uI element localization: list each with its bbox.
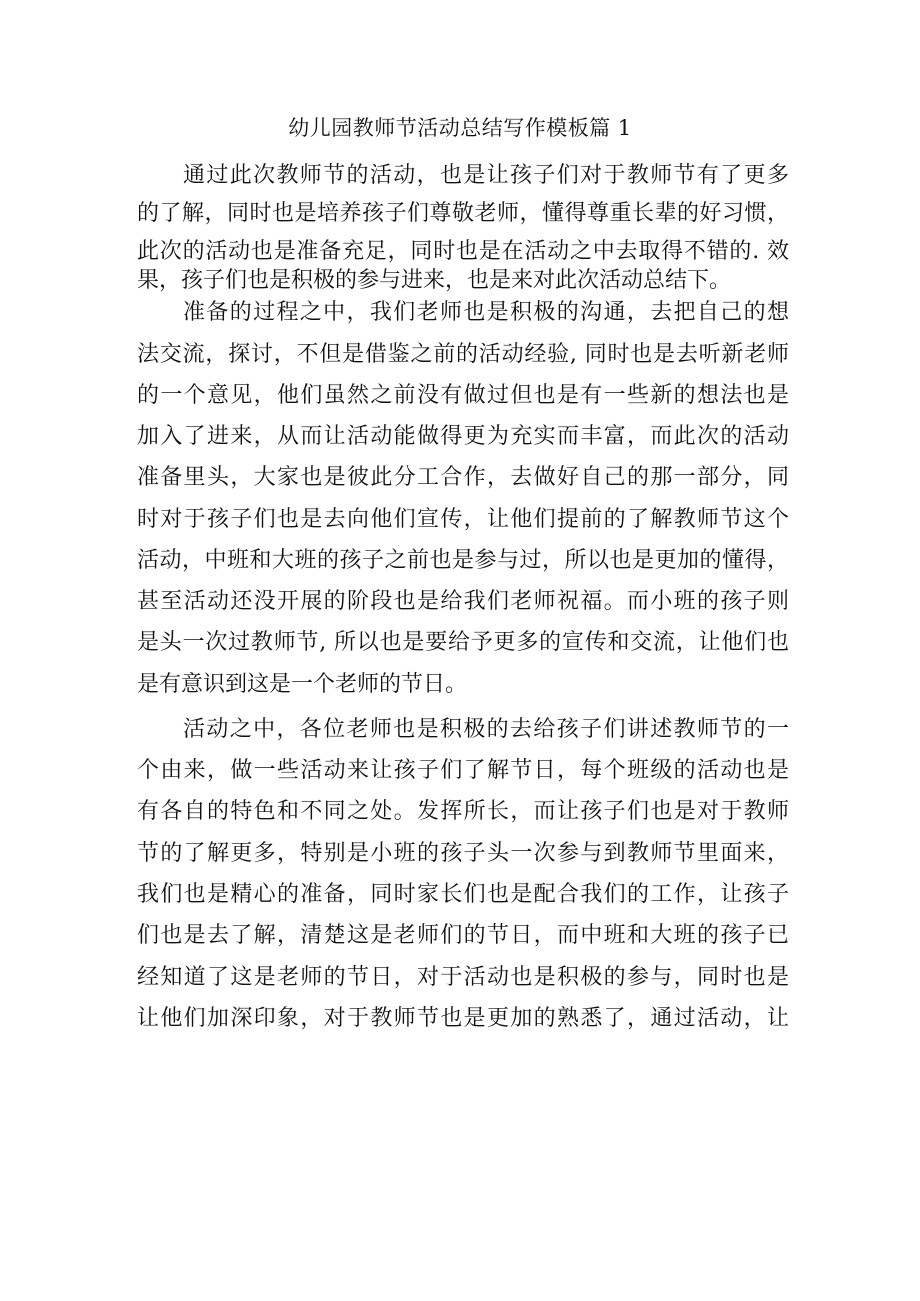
document-title: 幼儿园教师节活动总结写作模板篇 1 (288, 116, 632, 140)
text-line: 通过此次教师节的活动，也是让孩子们对于教师节有了更多 (183, 163, 789, 188)
text-line: 活动之中，各位老师也是积极的去给孩子们讲述教师节的一 (183, 717, 789, 742)
text-line: 们也是去了解，清楚这是老师们的节日，而中班和大班的孩子已 (137, 923, 789, 948)
text-line: 我们也是精心的准备，同时家长们也是配合我们的工作，让孩子 (137, 882, 789, 907)
text-line: 准备里头，大家也是彼此分工合作，去做好自己的那一部分，同 (137, 465, 789, 490)
text-line: 法交流，探讨，不但是借鉴之前的活动经验, 同时也是去听新老师 (137, 342, 789, 367)
text-line: 让他们加深印象，对于教师节也是更加的熟悉了，通过活动，让 (137, 1006, 789, 1031)
text-line: 的一个意见，他们虽然之前没有做过但也是有一些新的想法也是 (137, 383, 789, 408)
text-line: 时对于孩子们也是去向他们宣传，让他们提前的了解教师节这个 (137, 507, 789, 532)
text-line: 准备的过程之中，我们老师也是积极的沟通，去把自己的想 (183, 300, 789, 325)
text-line: 果，孩子们也是积极的参与进来，也是来对此次活动总结下。 (137, 268, 732, 293)
text-line: 有各自的特色和不同之处。发挥所长，而让孩子们也是对于教师 (137, 799, 789, 824)
text-line: 个由来，做一些活动来让孩子们了解节日，每个班级的活动也是 (137, 758, 789, 783)
text-line: 加入了进来，从而让活动能做得更为充实而丰富，而此次的活动 (137, 424, 789, 449)
text-line: 节的了解更多，特别是小班的孩子头一次参与到教师节里面来， (137, 841, 789, 866)
text-line: 的了解，同时也是培养孩子们尊敬老师，懂得尊重长辈的好习惯， (137, 201, 789, 226)
text-line: 活动，中班和大班的孩子之前也是参与过，所以也是更加的懂得， (137, 548, 789, 573)
text-line: 甚至活动还没开展的阶段也是给我们老师祝福。而小班的孩子则 (137, 589, 789, 614)
text-line: 是头一次过教师节, 所以也是要给予更多的宣传和交流，让他们也 (137, 630, 789, 655)
text-line: 此次的活动也是准备充足，同时也是在活动之中去取得不错的. 效 (137, 239, 789, 264)
text-line: 经知道了这是老师的节日，对于活动也是积极的参与，同时也是 (137, 965, 789, 990)
text-line: 是有意识到这是一个老师的节日。 (137, 672, 468, 697)
